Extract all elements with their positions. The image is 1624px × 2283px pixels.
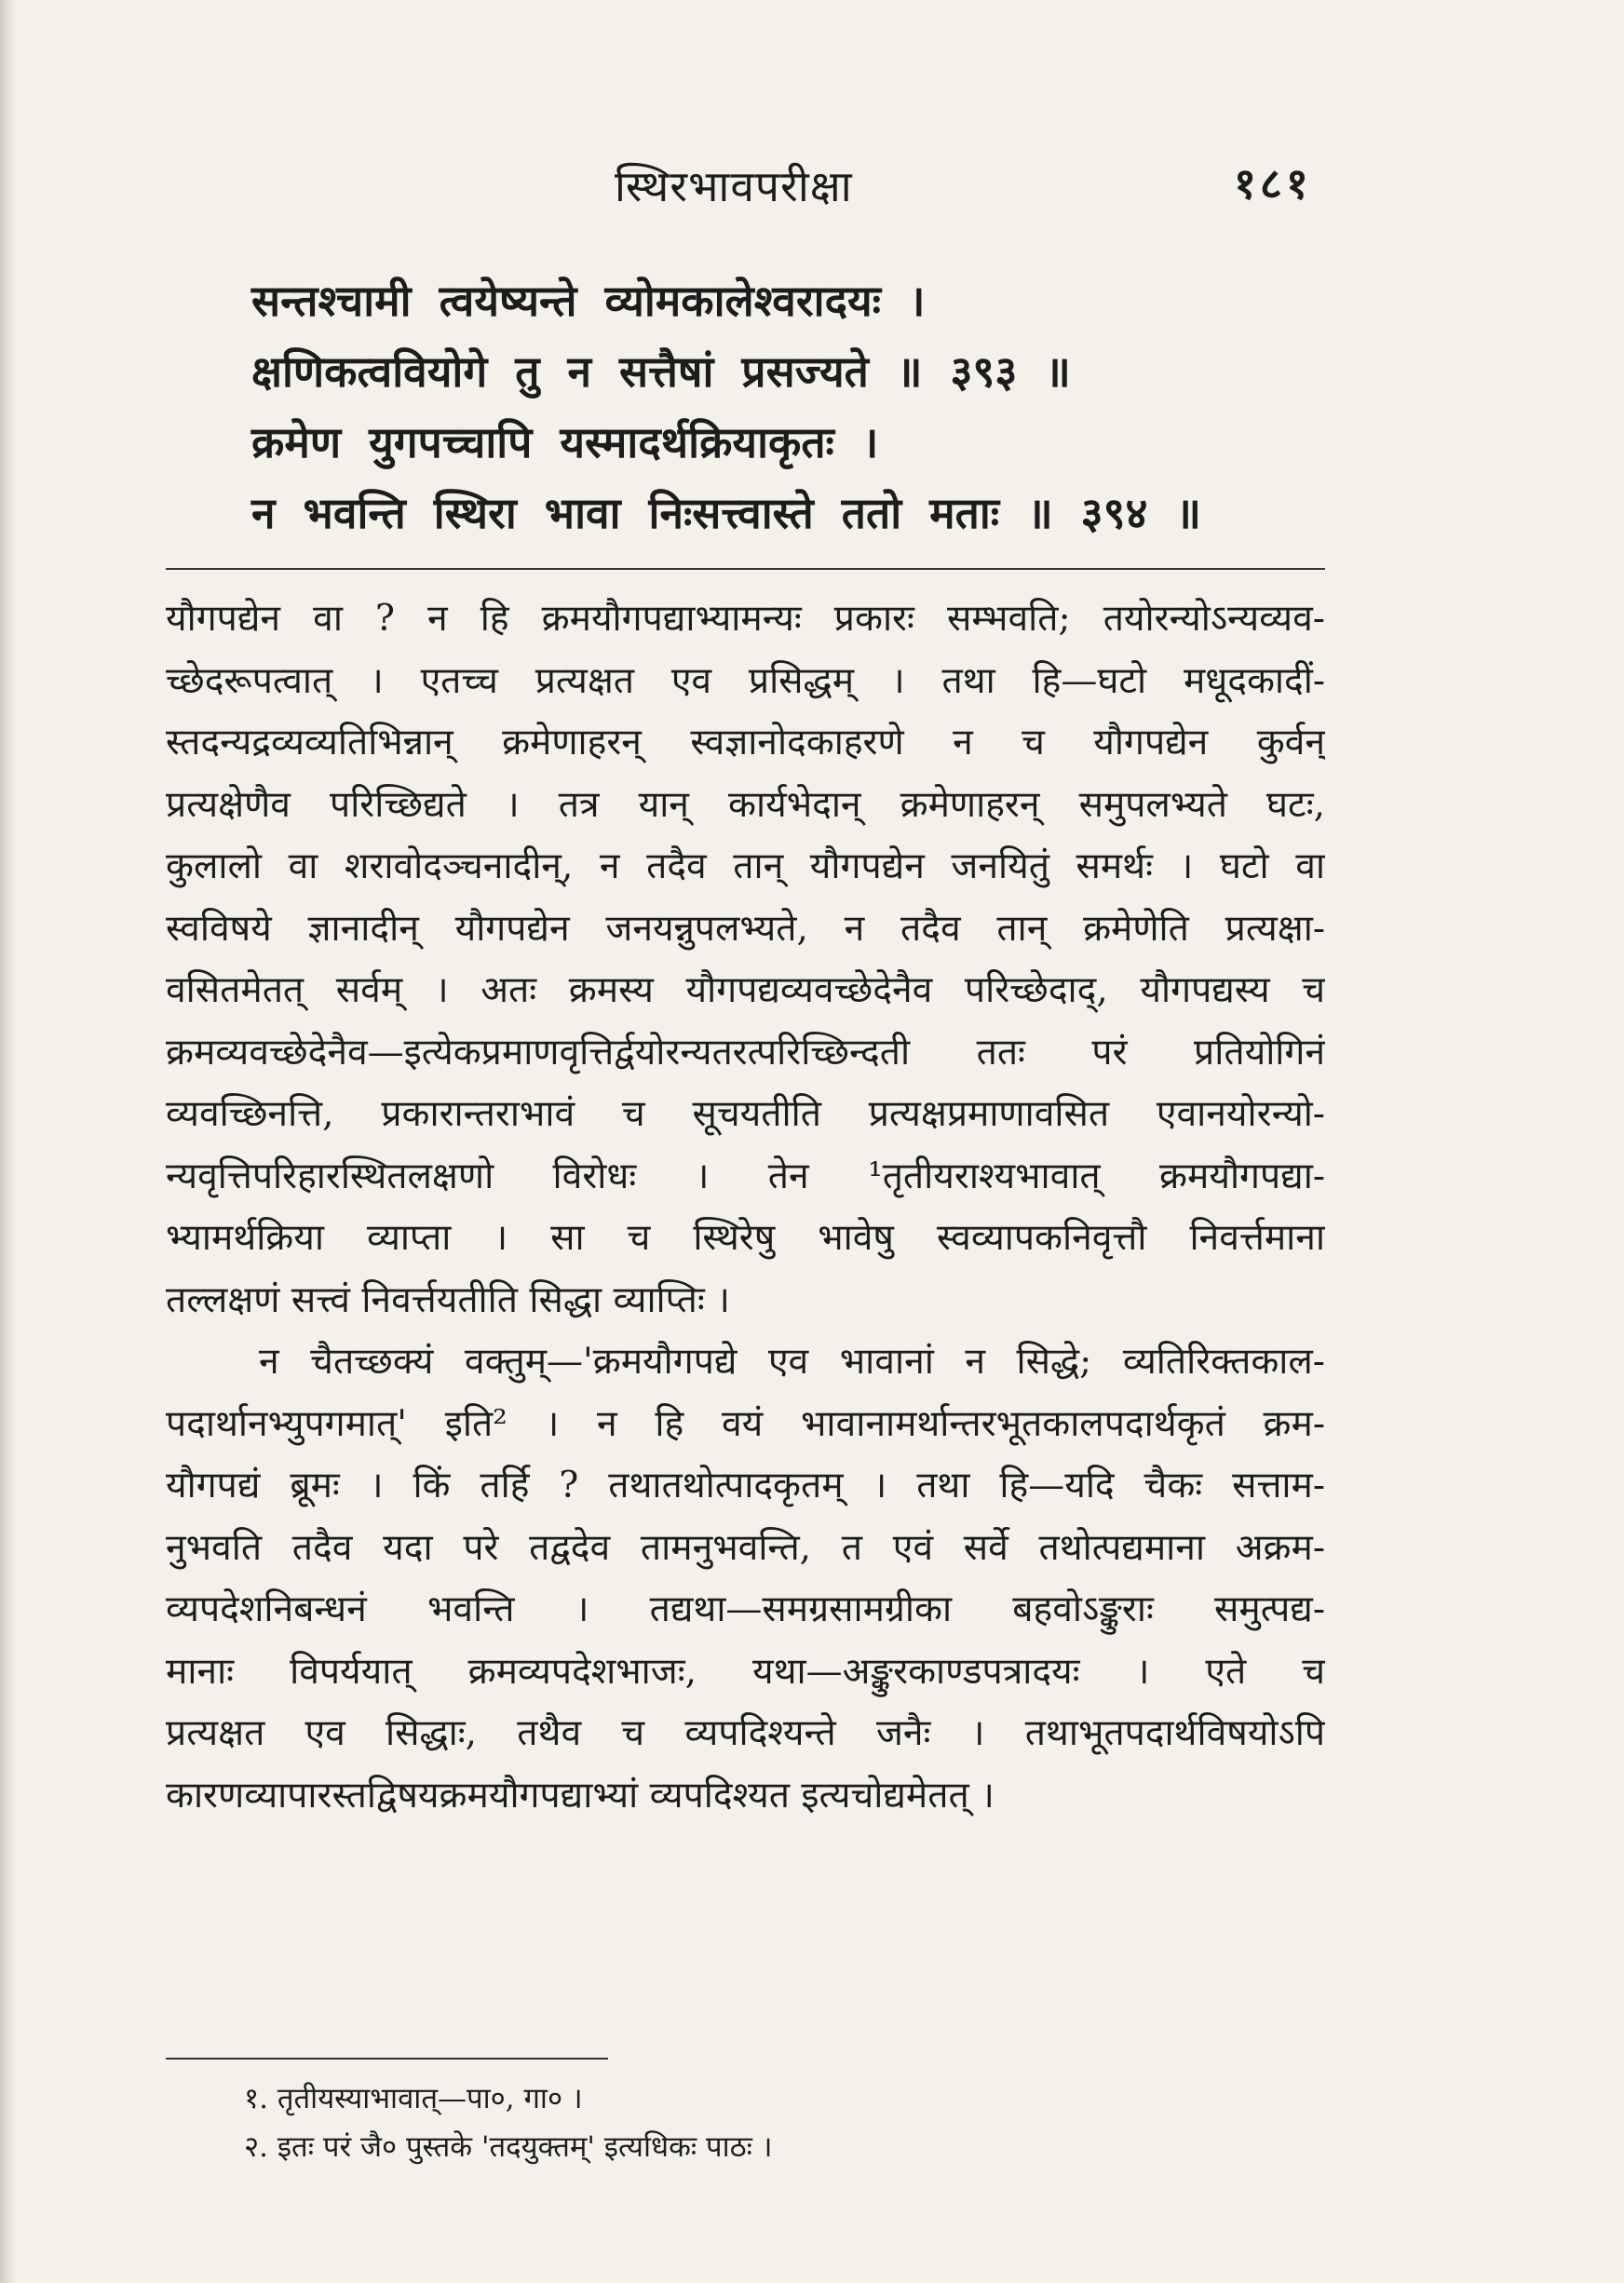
commentary-text [166, 588, 1325, 1827]
text-line: कारणव्यापारस्तद्विषयक्रमयौगपद्याभ्यां व्यपदिश्यत इत्यचोद्यमेतत् । [166, 1774, 995, 1817]
verse-line: न भवन्ति स्थिरा भावा निःसत्त्वास्ते ततो मताः ॥ ३९४ ॥ [251, 488, 1201, 538]
text-line: व्यवच्छिनत्ति, प्रकारान्तराभावं च सूचयतीति प्रत्यक्षप्रमाणावसित एवानयोरन्यो- [166, 1093, 1325, 1135]
text-line: कुलालो वा शरावोदञ्चनादीन्, न तदैव तान् यौगपद्येन जनयितुं समर्थः । घटो वा [166, 845, 1325, 887]
text-line: प्रत्यक्षेणैव परिच्छिद्यते । तत्र यान् कार्यभेदान् क्रमेणाहरन् समुपलभ्यते घटः, [166, 783, 1325, 826]
verse-line: क्षणिकत्ववियोगे तु न सत्तैषां प्रसज्यते ॥ ३९३ ॥ [251, 346, 1071, 397]
text-line: नुभवति तदैव यदा परे तद्वदेव तामनुभवन्ति, त एवं सर्वे तथोत्पद्यमाना अक्रम- [166, 1526, 1325, 1569]
text-line: च्छेदरूपत्वात् । एतच्च प्रत्यक्षत एव प्रसिद्धम् । तथा हि—घटो मधूदकादीं- [166, 659, 1325, 702]
text-line: प्रत्यक्षत एव सिद्धाः, तथैव च व्यपदिश्यन्ते जनैः । तथाभूतपदार्थविषयोऽपि [166, 1712, 1325, 1754]
text-line: यौगपद्येन वा ? न हि क्रमयौगपद्याभ्यामन्यः प्रकारः सम्भवति; तयोरन्योऽन्यव्यव- [166, 598, 1325, 640]
verse-line: सन्तश्चामी त्वयेष्यन्ते व्योमकालेश्वरादयः । [251, 276, 926, 326]
running-title: स्थिरभावपरीक्षा [615, 161, 853, 211]
text-line: न चैतच्छक्यं वक्तुम्—'क्रमयौगपद्ये एव भावानां न सिद्धे; व्यतिरिक्तकाल- [259, 1341, 1325, 1383]
text-line: पदार्थानभ्युपगमात्' इति² । न हि वयं भावानामर्थान्तरभूतकालपदार्थकृतं क्रम- [166, 1402, 1325, 1445]
text-line: स्वविषये ज्ञानादीन् यौगपद्येन जनयन्नुपलभ्यते, न तदैव तान् क्रमेणेति प्रत्यक्षा- [166, 907, 1325, 950]
verse-block [251, 265, 1294, 548]
footnotes [244, 2074, 1268, 2171]
text-line: क्रमव्यवच्छेदेनैव—इत्येकप्रमाणवृत्तिर्द्वयोरन्यतरत्परिच्छिन्दती ततः परं प्रतियोगिनं [166, 1031, 1325, 1074]
page-number: १८१ [1234, 158, 1312, 209]
text-line: तल्लक्षणं सत्त्वं निवर्त्तयतीति सिद्धा व्याप्तिः । [166, 1278, 730, 1321]
footnote: १. तृतीयस्याभावात्—पा०, गा० । [244, 2082, 583, 2115]
footnote-divider [166, 2058, 608, 2060]
footnote: २. इतः परं जै० पुस्तके 'तदयुक्तम्' इत्यधिकः पाठः । [244, 2130, 773, 2164]
verse-line: क्रमेण युगपच्चापि यस्मादर्थक्रियाकृतः । [251, 417, 879, 467]
text-line: भ्यामर्थक्रिया व्याप्ता । सा च स्थिरेषु भावेषु स्वव्यापकनिवृत्तौ निवर्त्तमाना [166, 1217, 1325, 1259]
text-line: स्तदन्यद्रव्यव्यतिभिन्नान् क्रमेणाहरन् स्वज्ञानोदकाहरणे न च यौगपद्येन कुर्वन् [166, 722, 1325, 763]
text-line: वसितमेतत् सर्वम् । अतः क्रमस्य यौगपद्यव्यवच्छेदेनैव परिच्छेदाद्, यौगपद्यस्य च [166, 969, 1325, 1011]
text-line: न्यवृत्तिपरिहारस्थितलक्षणो विरोधः । तेन ¹तृतीयराश्यभावात् क्रमयौगपद्या- [166, 1155, 1325, 1197]
binding-edge [0, 0, 17, 2283]
verse-divider [166, 568, 1325, 570]
text-line: यौगपद्यं ब्रूमः । किं तर्हि ? तथातथोत्पादकृतम् । तथा हि—यदि चैकः सत्ताम- [166, 1465, 1325, 1506]
text-line: व्यपदेशनिबन्धनं भवन्ति । तद्यथा—समग्रसामग्रीका बहवोऽङ्कुराः समुत्पद्य- [166, 1588, 1325, 1630]
text-line: मानाः विपर्ययात् क्रमव्यपदेशभाजः, यथा—अङ्कुरकाण्डपत्रादयः । एते च [166, 1650, 1325, 1693]
